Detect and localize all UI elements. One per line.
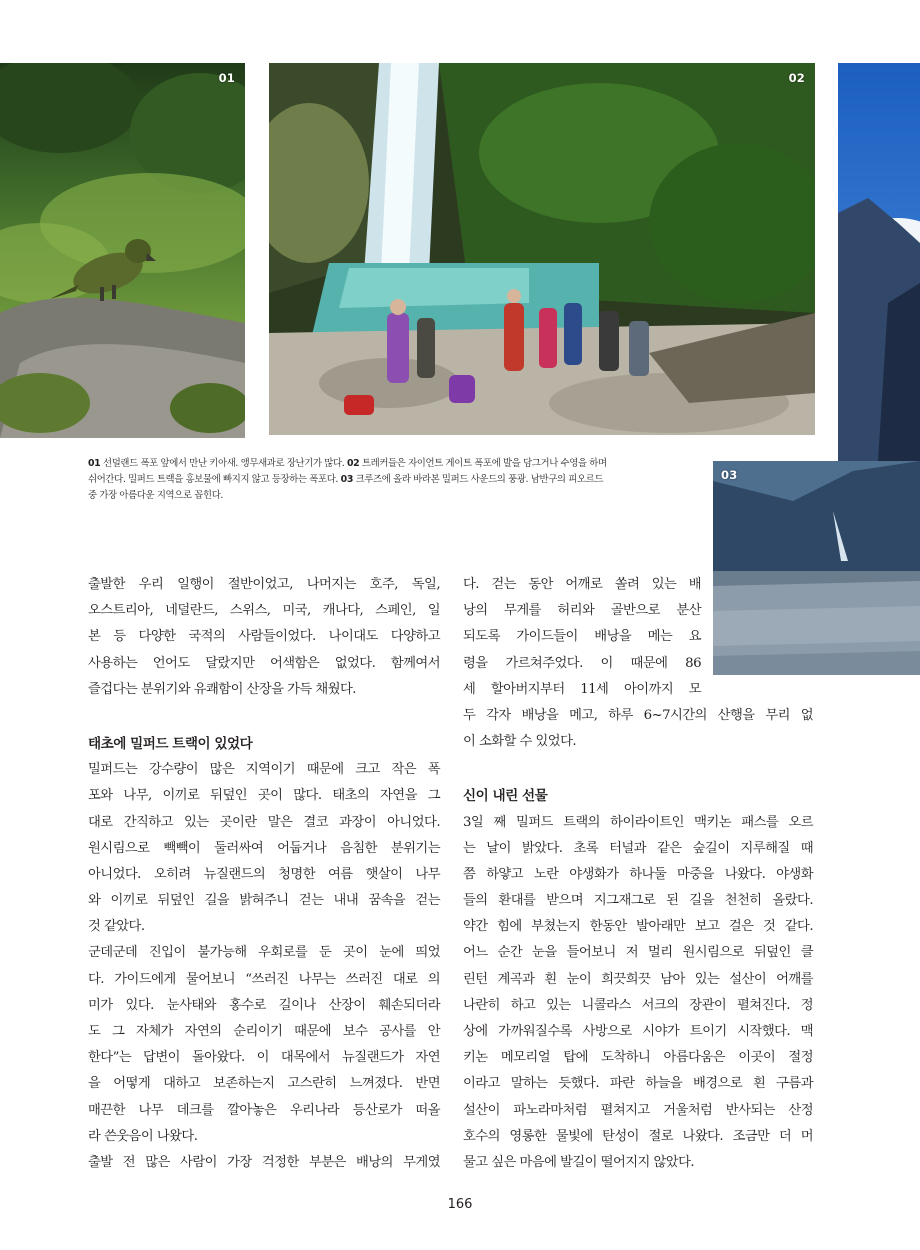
paragraph bbox=[463, 810, 813, 1177]
text-line: 사용하는 언어도 달랐지만 어색함은 없었다. 함께여서 bbox=[88, 655, 440, 671]
text-line: 나란히 하고 있는 니콜라스 서크의 장관이 펼쳐진다. 정 bbox=[463, 997, 813, 1013]
text-line: 상에 가까워질수록 사방으로 시야가 트이기 시작했다. 맥 bbox=[463, 1024, 813, 1039]
caption-line: 01 선덜랜드 폭포 앞에서 만난 키아새. 앵무새과로 장난기가 많다. 02 트레커들은 자이언트 게이트 폭포에 발을 담그거나 수영을 하며 bbox=[88, 458, 607, 469]
text-line: 한다”는 답변이 돌아왔다. 이 대목에서 뉴질랜드가 자연 bbox=[88, 1050, 440, 1066]
article-column-right bbox=[463, 572, 813, 1176]
text-line: 다. 가이드에게 물어보니 “쓰러진 나무는 쓰러진 대로 의 bbox=[88, 971, 440, 987]
text-line: 낭의 무게를 허리와 골반으로 분산 bbox=[463, 603, 701, 619]
text-line: 되도록 가이드들이 배낭을 메는 요 bbox=[463, 629, 701, 645]
text-line: 출발 전 많은 사람이 가장 걱정한 부분은 배낭의 무게였 bbox=[88, 1154, 440, 1170]
paragraph bbox=[463, 572, 813, 755]
text-line: 도 그 자체가 자연의 순리이기 때문에 보수 공사를 안 bbox=[88, 1024, 440, 1039]
text-line: 밀퍼드는 강수량이 많은 지역이기 때문에 크고 작은 폭 bbox=[88, 762, 440, 778]
text-line: 세 할아버지부터 11세 아이까지 모 bbox=[463, 681, 701, 697]
text-line: 쯤 하얗고 노란 야생화가 하나둘 마중을 나왔다. 야생화 bbox=[463, 866, 813, 882]
text-line: 포와 나무, 이끼로 뒤덮인 곳이 많다. 태초의 자연을 그 bbox=[88, 788, 440, 804]
text-line: 군데군데 진입이 불가능해 우회로를 둔 곳이 눈에 띄었 bbox=[88, 945, 440, 961]
text-line: 이라고 말하는 듯했다. 파란 하늘을 배경으로 흰 구름과 bbox=[463, 1076, 813, 1092]
text-line: 매끈한 나무 데크를 깔아놓은 우리나라 등산로가 떠올 bbox=[88, 1102, 440, 1118]
text-line: 출발한 우리 일행이 절반이었고, 나머지는 호주, 독일, bbox=[88, 577, 440, 592]
text-line: 호수의 영롱한 물빛에 탄성이 절로 나왔다. 조금만 더 머 bbox=[463, 1128, 813, 1144]
text-line: 3일 째 밀퍼드 트랙의 하이라이트인 맥키논 패스를 오르 bbox=[463, 814, 813, 830]
text-line: 두 각자 배낭을 메고, 하루 6~7시간의 산행을 무리 없 bbox=[463, 707, 813, 723]
text-line: 원시림으로 빽빽이 둘러싸여 어둡거나 음침한 분위기는 bbox=[88, 840, 440, 856]
waterfall-trekkers-photo bbox=[269, 63, 815, 435]
paragraph bbox=[88, 757, 440, 940]
caption-number: 01 bbox=[88, 458, 101, 469]
text-line: 다. 걷는 동안 어깨로 쏠려 있는 배 bbox=[463, 577, 701, 592]
text-line: 대로 간직하고 있는 곳이란 말은 결코 과장이 아니었다. bbox=[88, 814, 440, 830]
text-line: 을 어떻게 대하고 보존하는지 고스란히 느껴졌다. 반면 bbox=[88, 1076, 440, 1092]
text-line: 미가 있다. 눈사태와 홍수로 길이나 산장이 훼손되더라 bbox=[88, 997, 440, 1013]
paragraph bbox=[88, 572, 440, 703]
text-line: 것 같았다. bbox=[88, 919, 145, 935]
text-line: 와 이끼로 뒤덮인 길을 밝혀주니 걷는 내내 꿈속을 걷는 bbox=[88, 893, 440, 909]
article-column-left bbox=[88, 572, 440, 1176]
text-line: 령을 가르쳐주었다. 이 때문에 86 bbox=[463, 655, 701, 671]
fiord-sound-photo bbox=[838, 63, 920, 461]
caption-line: 중 가장 아름다운 지역으로 꼽힌다. bbox=[88, 490, 224, 501]
text-line: 이 소화할 수 있었다. bbox=[463, 734, 577, 750]
paragraph bbox=[88, 940, 440, 1150]
section-heading: 신이 내린 선물 bbox=[463, 788, 548, 805]
section-heading: 태초에 밀퍼드 트랙이 있었다 bbox=[88, 735, 253, 752]
photo-fiord-upper bbox=[838, 63, 920, 461]
photo-kea-parrot bbox=[0, 63, 245, 438]
text-line: 라 쓴웃음이 나왔다. bbox=[88, 1128, 198, 1144]
text-line: 설산이 파노라마처럼 펼쳐지고 거울처럼 반사되는 산정 bbox=[463, 1102, 813, 1118]
photo-number-03: 03 bbox=[721, 468, 738, 482]
caption-number: 02 bbox=[346, 458, 360, 469]
text-line: 물고 싶은 마음에 발길이 떨어지지 않았다. bbox=[463, 1154, 695, 1170]
text-line: 어느 순간 눈을 들어보니 저 멀리 원시림으로 뒤덮인 클 bbox=[463, 945, 813, 961]
kea-parrot-photo bbox=[0, 63, 245, 438]
photo-number-01: 01 bbox=[218, 71, 235, 85]
text-line: 는 날이 밝았다. 초록 터널과 같은 숲길이 지루해질 때 bbox=[463, 840, 813, 856]
photo-number-02: 02 bbox=[788, 71, 805, 85]
text-line: 키논 메모리얼 탑에 도착하니 아름다움은 이곳이 절정 bbox=[463, 1050, 813, 1066]
text-line: 들의 환대를 받으며 지그재그로 된 길을 천천히 올랐다. bbox=[463, 893, 813, 909]
photo-waterfall-trekkers bbox=[269, 63, 815, 435]
caption-number: 03 bbox=[340, 474, 354, 485]
text-line: 즐겁다는 분위기와 유쾌함이 산장을 가득 채웠다. bbox=[88, 681, 356, 697]
text-line: 본 등 다양한 국적의 사람들이었다. 나이대도 다양하고 bbox=[88, 629, 440, 645]
page-number: 166 bbox=[447, 1197, 473, 1212]
photo-caption bbox=[88, 456, 700, 504]
text-line: 린턴 계곡과 흰 눈이 희끗희끗 남아 있는 설산이 어깨를 bbox=[463, 971, 813, 987]
text-line: 오스트리아, 네덜란드, 스위스, 미국, 캐나다, 스페인, 일 bbox=[88, 603, 440, 619]
text-line: 아니었다. 오히려 뉴질랜드의 청명한 여름 햇살이 나무 bbox=[88, 866, 440, 882]
text-line: 약간 힘에 부쳤는지 한동안 발아래만 보고 걸은 것 같다. bbox=[463, 919, 813, 935]
paragraph bbox=[88, 1150, 440, 1176]
caption-line: 쉬어간다. 밀퍼드 트랙을 홍보물에 빠지지 않고 등장하는 폭포다. 03 크루즈에 올라 바라본 밀퍼드 사운드의 풍광. 남반구의 피오르드 bbox=[88, 474, 604, 485]
